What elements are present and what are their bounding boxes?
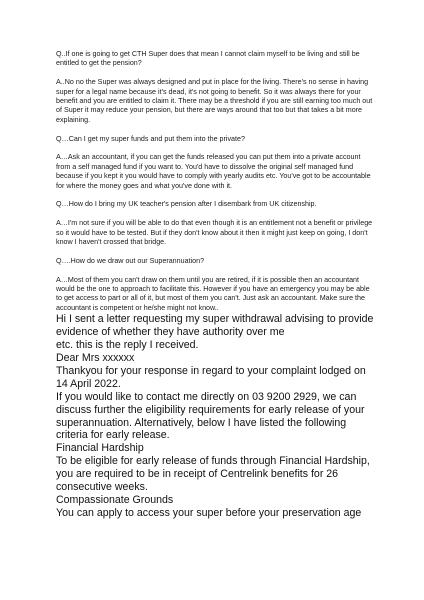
answer-4: A…Most of them you can't draw on them until you are retired, if it is possible then an accountant would be the one to approach to facilitate this. However if you have an emergency you may be able to get access to part or all of it, but most of them you can't. Just ask an accountant. Make sure the accountant is competent or he/she might not know.. bbox=[56, 275, 370, 312]
letter-paragraph-4: You can apply to access your super before your preservation age bbox=[56, 506, 362, 519]
document-body bbox=[56, 50, 374, 520]
answer-1: A..No no the Super was always designed and put in place for the living. There's no sense in having super for a legal name because it's dead, it's not going to benefit. So it was always there for your benefit and you are entitled to claim it. There may be a threshold if you are still earning too much out of Super it may reduce your pension, but there are ways around that too but that takes a bit more explaining. bbox=[56, 78, 373, 124]
letter-intro: Hi I sent a letter requesting my super withdrawal advising to provide evidence of whether they have authority over me bbox=[56, 313, 374, 339]
letter-intro-continued: etc. this is the reply I received. bbox=[56, 339, 199, 352]
question-3: Q…How do I bring my UK teacher's pension after I disembark from UK citizenship. bbox=[56, 200, 317, 209]
question-1: Q..If one is going to get CTH Super does that mean I cannot claim myself to be living and still be entitled to get the pension? bbox=[56, 50, 360, 68]
letter-paragraph-2: If you would like to contact me directly on 03 9200 2929, we can discuss further the eligibility requirements for early release of your superannuation. Alternatively, below I have listed the following criteria for early release. bbox=[56, 390, 365, 442]
answer-3: A…I'm not sure if you will be able to do that even though it is an entitlement not a benefit or privilege so it would have to be tested. But if they don't know about it then it might just keep on going, I don't know I haven't crossed that bridge. bbox=[56, 219, 373, 247]
answer-2: A…Ask an accountant, if you can get the funds released you can put them into a private account from a self managed fund if you want to. You'd have to dissolve the original self managed fund because if you kept it you would have to comply with yearly audits etc. You've got to be accountable for where the money goes and what you've done with it. bbox=[56, 153, 371, 190]
question-2: Q…Can I get my super funds and put them into the private? bbox=[56, 134, 245, 143]
heading-compassionate-grounds: Compassionate Grounds bbox=[56, 493, 174, 506]
letter-paragraph-1: Thankyou for your response in regard to your complaint lodged on 14 April 2022. bbox=[56, 364, 366, 390]
question-4: Q….How do we draw out our Superannuation? bbox=[56, 256, 205, 265]
letter-salutation: Dear Mrs xxxxxx bbox=[56, 351, 135, 364]
heading-financial-hardship: Financial Hardship bbox=[56, 442, 144, 455]
letter-paragraph-3: To be eligible for early release of funds through Financial Hardship, you are required to be in receipt of Centrelink benefits for 26 consecutive weeks. bbox=[56, 455, 370, 494]
